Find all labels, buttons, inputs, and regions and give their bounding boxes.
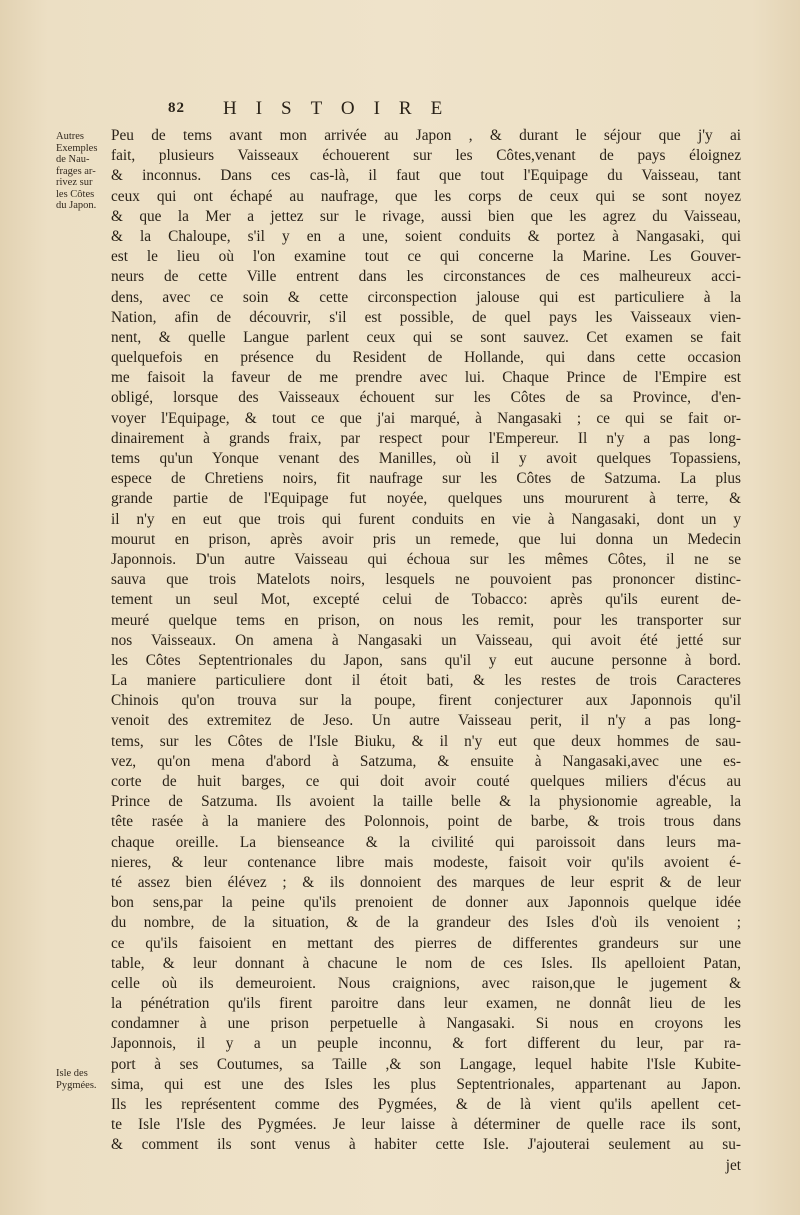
text-line: Chinois qu'on trouva sur la poupe, firent conjecturer aux Japonnois qu'il <box>111 692 741 710</box>
text-line: neurs de cette Ville entrent dans les circonstances de ces malheureux acci- <box>111 268 741 286</box>
text-line: obligé, lorsque des Vaisseaux échouent sur les Côtes de sa Province, d'en- <box>111 389 741 407</box>
text-line: les Côtes Septentrionales du Japon, sans qu'il y eut aucune personne à bord. <box>111 651 741 669</box>
text-line: bon sens,par la peine qu'ils prenoient de donner aux Japonnois quelque idée <box>111 894 741 912</box>
text-line: mourut en prison, après avoir pris un remede, que lui donna un Medecin <box>111 530 741 548</box>
text-line: celle où ils demeuroient. Nous craignions, avec raison,que le jugement & <box>111 974 741 992</box>
margin-note-shipwrecks: Autres Exemples de Nau-frages ar-rivez sur les Côtes du Japon. <box>56 131 98 211</box>
running-title: HISTOIRE <box>223 98 462 119</box>
text-line: table, & leur donnant à chacune le nom de ces Isles. Ils apelloient Patan, <box>111 954 741 972</box>
text-line: nieres, & leur contenance libre mais modeste, faisoit voir qu'ils avoient é- <box>111 853 741 871</box>
text-line: chaque oreille. La bienseance & la civilité qui paroissoit dans leurs ma- <box>111 833 741 851</box>
text-line: la pénétration qu'ils firent paroitre dans leur examen, ne donnât lieu de les <box>111 995 741 1013</box>
text-line: voyer l'Equipage, & tout ce que j'ai marqué, à Nangasaki ; ce qui se fait or- <box>111 409 741 427</box>
text-line: ceux qui ont échapé au naufrage, que les corps de ceux qui se sont noyez <box>111 187 741 205</box>
text-line: Japonnois, il y a un peuple inconnu, & fort different du leur, par ra- <box>111 1035 741 1053</box>
text-line: quelquefois en présence du Resident de Hollande, qui dans cette occasion <box>111 349 741 367</box>
text-line: ce qu'ils faisoient en mettant des pierres de differentes grandeurs sur une <box>111 934 741 952</box>
text-line: Peu de tems avant mon arrivée au Japon , & durant le séjour que j'y ai <box>111 127 741 144</box>
text-line: & comment ils sont venus à habiter cette Isle. J'ajouterai seulement au su- <box>111 1136 741 1154</box>
text-line: est le lieu où l'on examine tout ce qui concerne la Marine. Les Gouver- <box>111 248 741 266</box>
text-line: Japonnois. D'un autre Vaisseau qui échoua sur les mêmes Côtes, il ne se <box>111 550 741 568</box>
text-line: nos Vaisseaux. On amena à Nangasaki un Vaisseau, qui avoit été jetté sur <box>111 631 741 649</box>
text-line: tems, sur les Côtes de l'Isle Biuku, & il n'y eut que deux hommes de sau- <box>111 732 741 750</box>
text-line: vez, qu'on mena d'abord à Satzuma, & ensuite à Nangasaki,avec une es- <box>111 752 741 770</box>
text-line: meuré quelque tems en prison, on nous les remit, pour les transporter sur <box>111 611 741 629</box>
text-line: tems qu'un Yonque venant des Manilles, où il y avoit quelques Topassiens, <box>111 450 741 467</box>
text-line: tement un seul Mot, excepté celui de Tobacco: après qu'ils eurent de- <box>111 591 741 609</box>
text-line: te Isle l'Isle des Pygmées. Je leur laisse à déterminer de quelle race ils sont, <box>111 1116 741 1134</box>
margin-note-pygmies: Isle des Pygmées. <box>56 1068 97 1091</box>
text-line: sima, qui est une des Isles les plus Septentrionales, appartenant au Japon. <box>111 1075 741 1093</box>
text-line: Prince de Satzuma. Ils avoient la taille belle & la physionomie agreable, la <box>111 793 741 811</box>
text-line: me faisoit la faveur de me prendre avec lui. Chaque Prince de l'Empire est <box>111 369 741 387</box>
text-line: venoit des extremitez de Jeso. Un autre Vaisseau perit, il n'y a pas long- <box>111 712 741 730</box>
text-line: jet <box>725 1156 741 1174</box>
text-line: nent, & quelle Langue parlent ceux qui se sont sauvez. Cet examen se fait <box>111 328 741 346</box>
text-line: dens, avec ce soin & cette circonspection jalouse qui est particuliere à la <box>111 288 741 306</box>
text-line: port à ses Coutumes, sa Taille ,& son Langage, lequel habite l'Isle Kubite- <box>111 1055 741 1073</box>
text-line: dinairement à grands fraix, par respect pour l'Empereur. Il n'y a pas long- <box>111 429 741 447</box>
page-header <box>168 98 568 124</box>
text-line: grande partie de l'Equipage fut noyée, quelques uns moururent à terre, & <box>111 490 741 508</box>
text-line: sauva que trois Matelots noirs, lesquels ne pouvoient pas prononcer distinc- <box>111 571 741 589</box>
text-line: Ils les représentent comme des Pygmées, & de là vient qu'ils apellent cet- <box>111 1096 741 1113</box>
page-number: 82 <box>168 100 185 116</box>
text-line: & que la Mer a jettez sur le rivage, aussi bien que les agrez du Vaisseau, <box>111 207 741 225</box>
text-line: corte de huit barges, ce qui doit avoir couté quelques miliers d'écus au <box>111 773 741 790</box>
text-line: du nombre, de la situation, & de la grandeur des Isles d'où ils venoient ; <box>111 914 741 932</box>
text-line: La maniere particuliere dont il étoit bati, & les restes de trois Caracteres <box>111 672 741 690</box>
text-line: il n'y en eut que trois qui furent conduits en vie à Nangasaki, dont un y <box>111 510 741 528</box>
text-line: & inconnus. Dans ces cas-là, il faut que tout l'Equipage du Vaisseau, tant <box>111 167 741 185</box>
text-line: tête rasée à la maniere des Polonnois, point de barbe, & trois trous dans <box>111 813 741 831</box>
body-text <box>111 126 741 1176</box>
text-line: Nation, afin de découvrir, s'il est possible, de quel pays les Vaisseaux vien- <box>111 308 741 326</box>
text-line: espece de Chretiens noirs, fit naufrage sur les Côtes de Satzuma. La plus <box>111 470 741 488</box>
text-line: condamner à une prison perpetuelle à Nangasaki. Si nous en croyons les <box>111 1015 741 1033</box>
text-line: & la Chaloupe, s'il y en a une, soient conduits & portez à Nangasaki, qui <box>111 227 741 245</box>
text-line: té assez bien élévez ; & ils donnoient des marques de leur esprit & de leur <box>111 873 741 891</box>
text-line: fait, plusieurs Vaisseaux échouerent sur les Côtes,venant de pays éloignez <box>111 147 741 165</box>
